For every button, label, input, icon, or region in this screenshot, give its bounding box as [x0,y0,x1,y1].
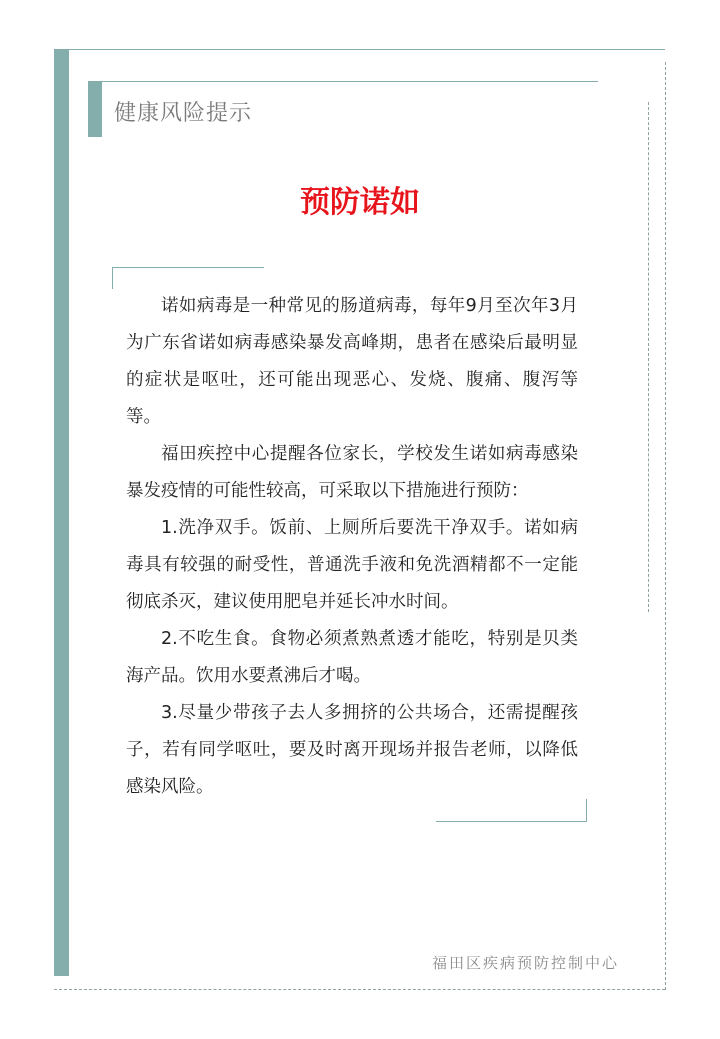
outer-dashed-border-bottom [54,989,665,990]
corner-bracket-bottom-right [436,821,587,822]
top-border-line [69,49,665,50]
paragraph-reminder: 福田疾控中心提醒各位家长，学校发生诺如病毒感染暴发疫情的可能性较高，可采取以下措施进行预防： [126,444,578,501]
section-title: 健康风险提示 [114,101,253,126]
paragraph-measure-2: 2.不吃生食。食物必须煮熟煮透才能吃，特别是贝类海产品。饮用水要煮沸后才喝。 [126,629,578,686]
paragraph-measure-1: 1.洗净双手。饭前、上厕所后要洗干净双手。诺如病毒具有较强的耐受性，普通洗手液和免洗酒精都不一定能彻底杀灭，建议使用肥皂并延长冲水时间。 [126,518,578,612]
corner-bracket-top-left-vertical [112,267,113,289]
corner-bracket-bottom-right-vertical [586,799,587,822]
footer-organization: 福田区疾病预防控制中心 [432,954,620,972]
article-body [126,288,578,806]
paragraph-intro: 诺如病毒是一种常见的肠道病毒，每年9月至次年3月为广东省诺如病毒感染暴发高峰期，患者在感染后最明显的症状是呕吐，还可能出现恶心、发烧、腹痛、腹泻等等。 [126,296,578,427]
corner-bracket-top-left [112,267,264,268]
section-title-top-line [102,81,598,82]
paragraph-measure-3: 3.尽量少带孩子去人多拥挤的公共场合，还需提醒孩子，若有同学呕吐，要及时离开现场并报告老师，以降低感染风险。 [126,703,578,797]
section-title-accent-bar [88,81,102,137]
article-title: 预防诺如 [300,185,420,220]
